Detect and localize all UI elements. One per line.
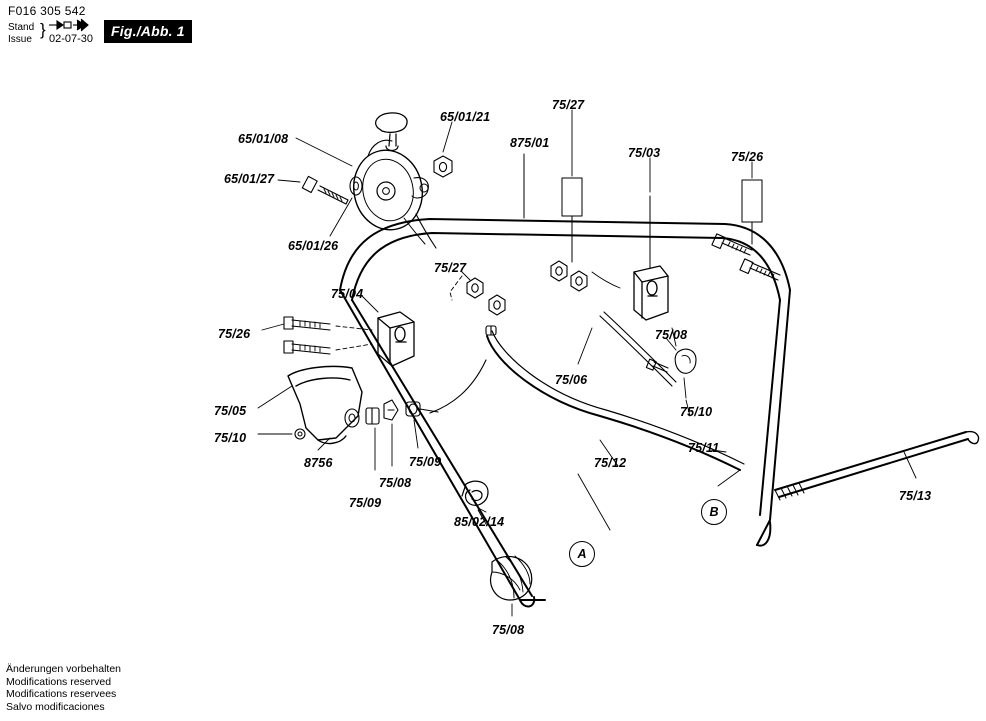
detail-reference-A: A <box>569 541 595 567</box>
part-callout-75-09: 75/09 <box>409 455 442 469</box>
footer-line-de: Änderungen vorbehalten <box>6 663 122 675</box>
detail-reference-B: B <box>701 499 727 525</box>
part-callout-75-27: 75/27 <box>434 261 467 275</box>
figure-badge: Fig./Abb. 1 <box>104 20 192 43</box>
footer-disclaimer <box>6 663 121 713</box>
part-callout-75-10: 75/10 <box>680 405 713 419</box>
part-callout-75-27: 75/27 <box>552 98 585 112</box>
part-callout-65-01-27: 65/01/27 <box>224 172 275 186</box>
part-callout-75-06: 75/06 <box>555 373 588 387</box>
part-callout-75-26: 75/26 <box>731 150 764 164</box>
part-callout-85-02-14: 85/02/14 <box>454 515 505 529</box>
part-callout-75-09: 75/09 <box>349 496 382 510</box>
footer-line-fr: Modifications reservees <box>6 688 117 700</box>
issue-date: 02-07-30 <box>49 33 94 45</box>
part-callout-875-01: 875/01 <box>510 136 550 150</box>
part-callout-75-08: 75/08 <box>379 476 412 490</box>
part-callout-75-04: 75/04 <box>331 287 364 301</box>
part-callout-75-10: 75/10 <box>214 431 247 445</box>
part-callout-75-26: 75/26 <box>218 327 251 341</box>
part-callout-75-13: 75/13 <box>899 489 932 503</box>
issue-label: Issue <box>8 34 32 45</box>
part-callout-75-08: 75/08 <box>655 328 688 342</box>
part-callout-75-03: 75/03 <box>628 146 661 160</box>
part-callout-75-12: 75/12 <box>594 456 627 470</box>
part-callout-8756: 8756 <box>304 456 333 470</box>
stand-label: Stand <box>8 22 35 33</box>
part-callout-65-01-08: 65/01/08 <box>238 132 289 146</box>
brace-glyph: } <box>40 20 46 39</box>
part-callout-65-01-26: 65/01/26 <box>288 239 339 253</box>
part-callout-75-08: 75/08 <box>492 623 525 637</box>
part-callout-75-11: 75/11 <box>688 441 720 455</box>
footer-line-en: Modifications reserved <box>6 675 112 688</box>
part-callout-65-01-21: 65/01/21 <box>440 110 491 124</box>
part-callout-75-05: 75/05 <box>214 404 247 418</box>
part-number: F016 305 542 <box>8 4 86 18</box>
footer-line-es: Salvo modificaciones <box>6 700 105 713</box>
